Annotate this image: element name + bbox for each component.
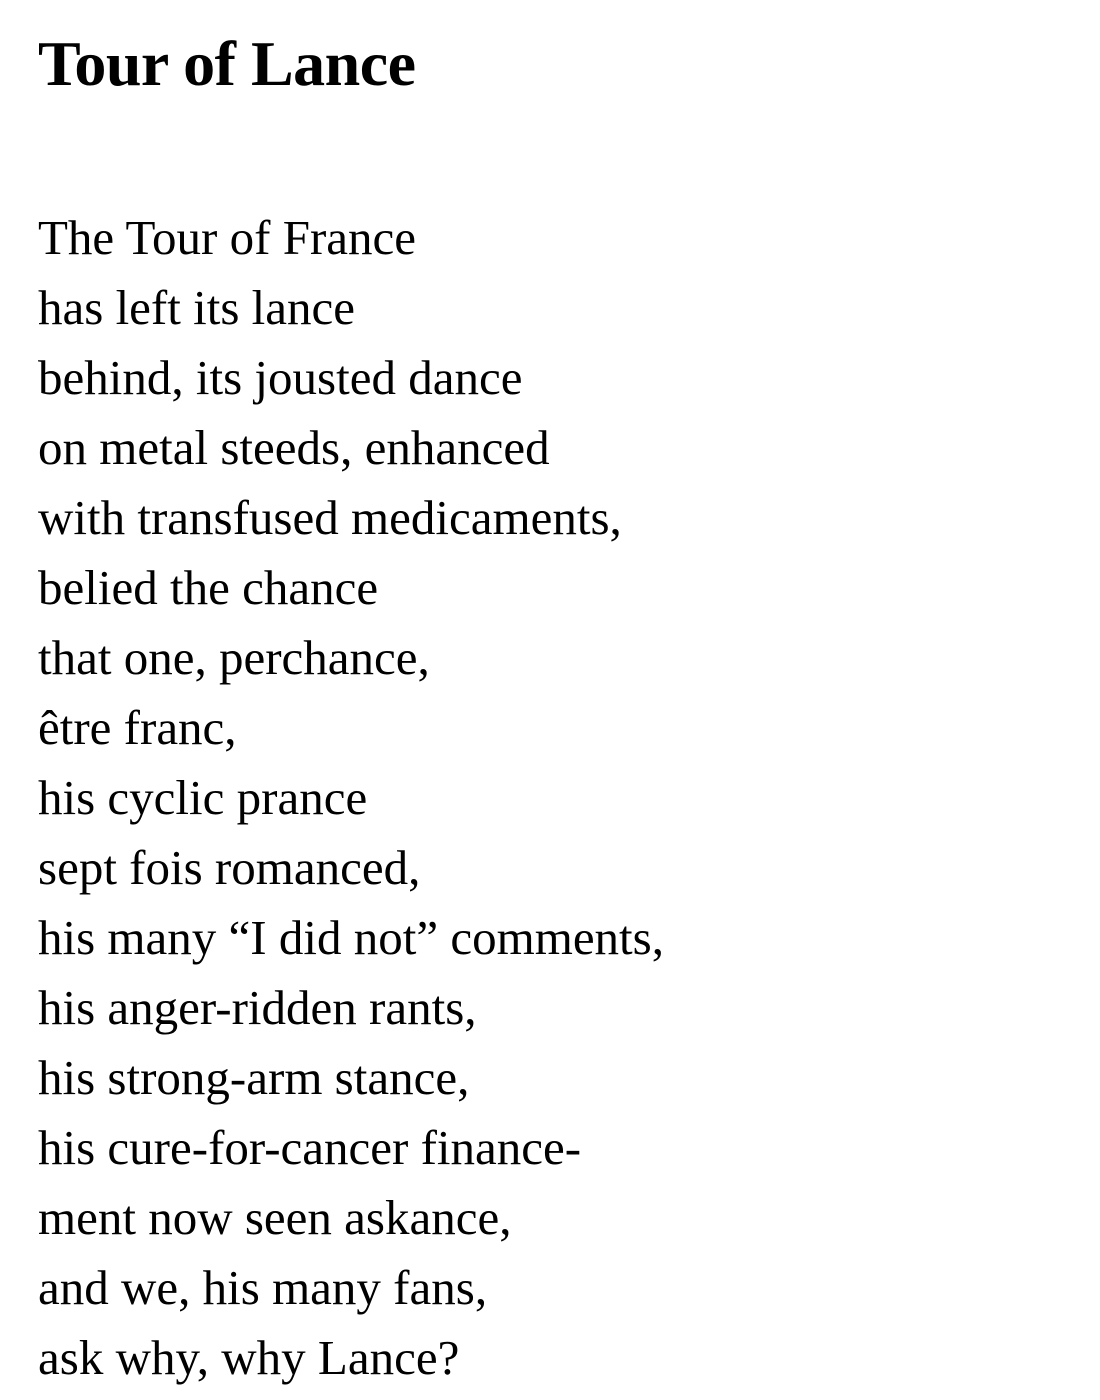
poem-line: with transfused medicaments, [38, 490, 622, 545]
poem-line: être franc, [38, 700, 237, 755]
poem-line: his many “I did not” comments, [38, 910, 664, 965]
poem-line: his anger-ridden rants, [38, 980, 477, 1035]
poem-title: Tour of Lance [38, 28, 416, 99]
poem-line: The Tour of France [38, 210, 417, 265]
poem-page [38, 20, 1078, 1393]
poem-line: ment now seen askance, [38, 1190, 512, 1245]
poem-body [38, 203, 1078, 1393]
poem-line: sept fois romanced, [38, 840, 421, 895]
poem-line: belied the chance [38, 560, 379, 615]
poem-line: on metal steeds, enhanced [38, 420, 550, 475]
poem-line: has left its lance [38, 280, 356, 335]
poem-line: his strong-arm stance, [38, 1050, 470, 1105]
poem-line: his cure-for-cancer finance- [38, 1120, 582, 1175]
poem-line: and we, his many fans, [38, 1260, 488, 1315]
poem-line: his cyclic prance [38, 770, 368, 825]
poem-line: ask why, why Lance? [38, 1330, 460, 1385]
poem-line: that one, perchance, [38, 630, 430, 685]
poem-line: behind, its jousted dance [38, 350, 523, 405]
